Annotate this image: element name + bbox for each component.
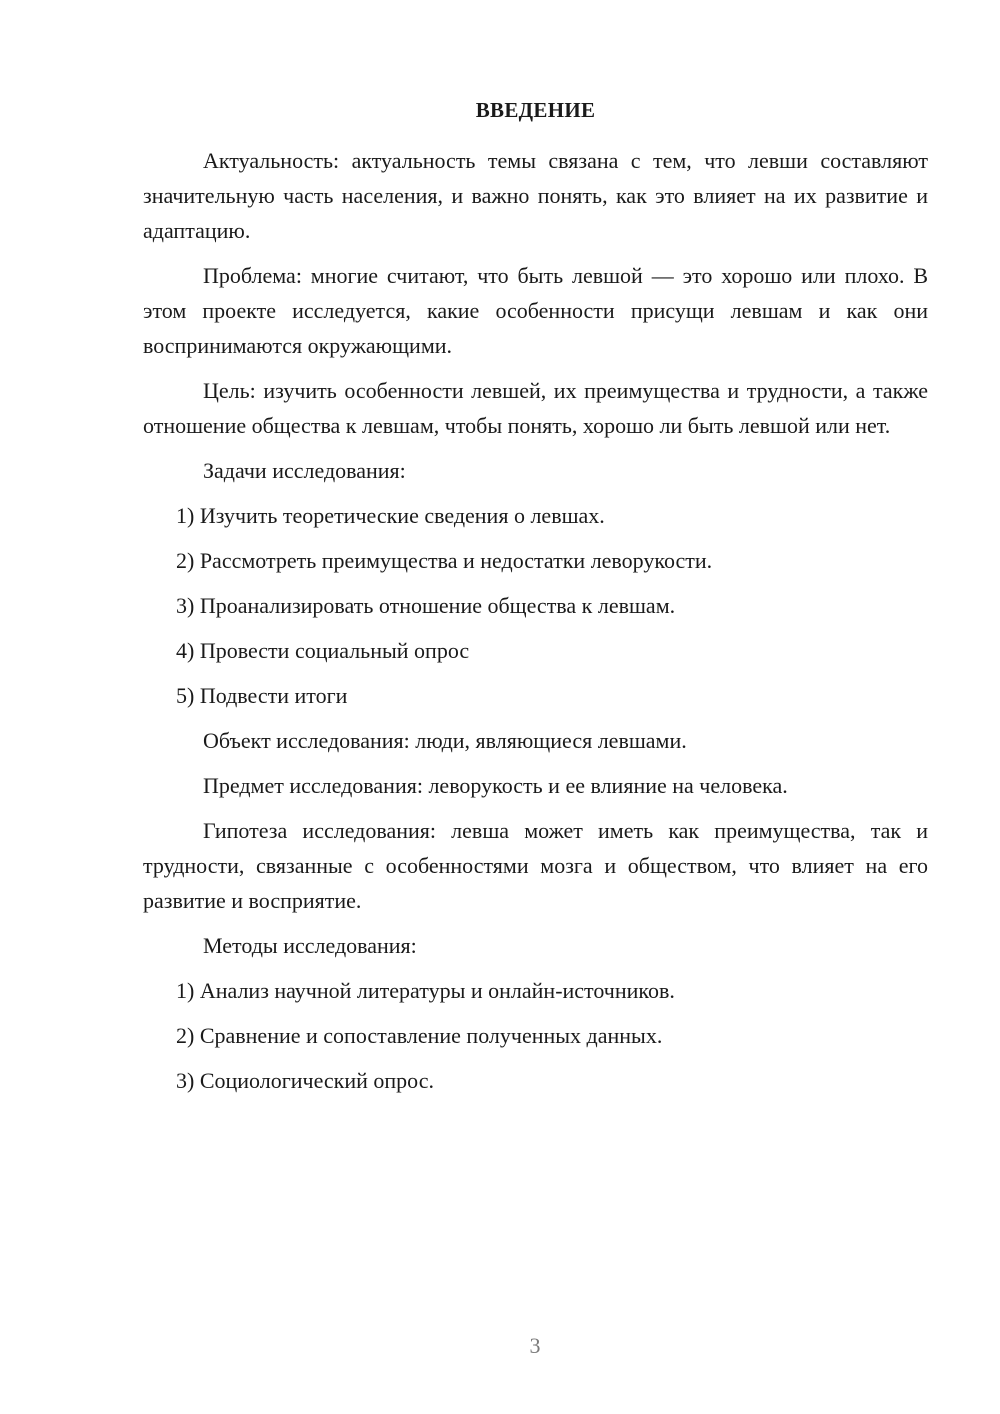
page-content	[143, 96, 928, 1108]
task-item-1: 1) Изучить теоретические сведения о левшах.	[176, 503, 605, 528]
research-object: Объект исследования: люди, являющиеся левшами.	[203, 728, 687, 753]
paragraph-hypothesis: Гипотеза исследования: левша может иметь как преимущества, так и трудности, связанные с особенностями мозга и обществом, что влияет на его развитие и восприятие.	[143, 818, 928, 913]
section-title: ВВЕДЕНИЕ	[475, 98, 596, 122]
task-item-4: 4) Провести социальный опрос	[176, 638, 470, 663]
page-number: 3	[529, 1333, 541, 1358]
method-item-2: 2) Сравнение и сопоставление полученных данных.	[176, 1023, 663, 1048]
method-item-1: 1) Анализ научной литературы и онлайн-источников.	[176, 978, 675, 1003]
paragraph-goal: Цель: изучить особенности левшей, их преимущества и трудности, а также отношение общества к левшам, чтобы понять, хорошо ли быть левшой или нет.	[143, 378, 928, 438]
methods-heading: Методы исследования:	[203, 933, 417, 958]
task-item-3: 3) Проанализировать отношение общества к левшам.	[176, 593, 676, 618]
research-subject: Предмет исследования: леворукость и ее влияние на человека.	[203, 773, 788, 798]
task-item-2: 2) Рассмотреть преимущества и недостатки леворукости.	[176, 548, 713, 573]
paragraph-problem: Проблема: многие считают, что быть левшой — это хорошо или плохо. В этом проекте исследуется, какие особенности присущи левшам и как они воспринимаются окружающими.	[143, 263, 928, 358]
paragraph-relevance: Актуальность: актуальность темы связана с тем, что левши составляют значительную часть населения, и важно понять, как это влияет на их развитие и адаптацию.	[143, 148, 928, 243]
tasks-heading: Задачи исследования:	[203, 458, 406, 483]
method-item-3: 3) Социологический опрос.	[176, 1068, 434, 1093]
task-item-5: 5) Подвести итоги	[176, 683, 348, 708]
